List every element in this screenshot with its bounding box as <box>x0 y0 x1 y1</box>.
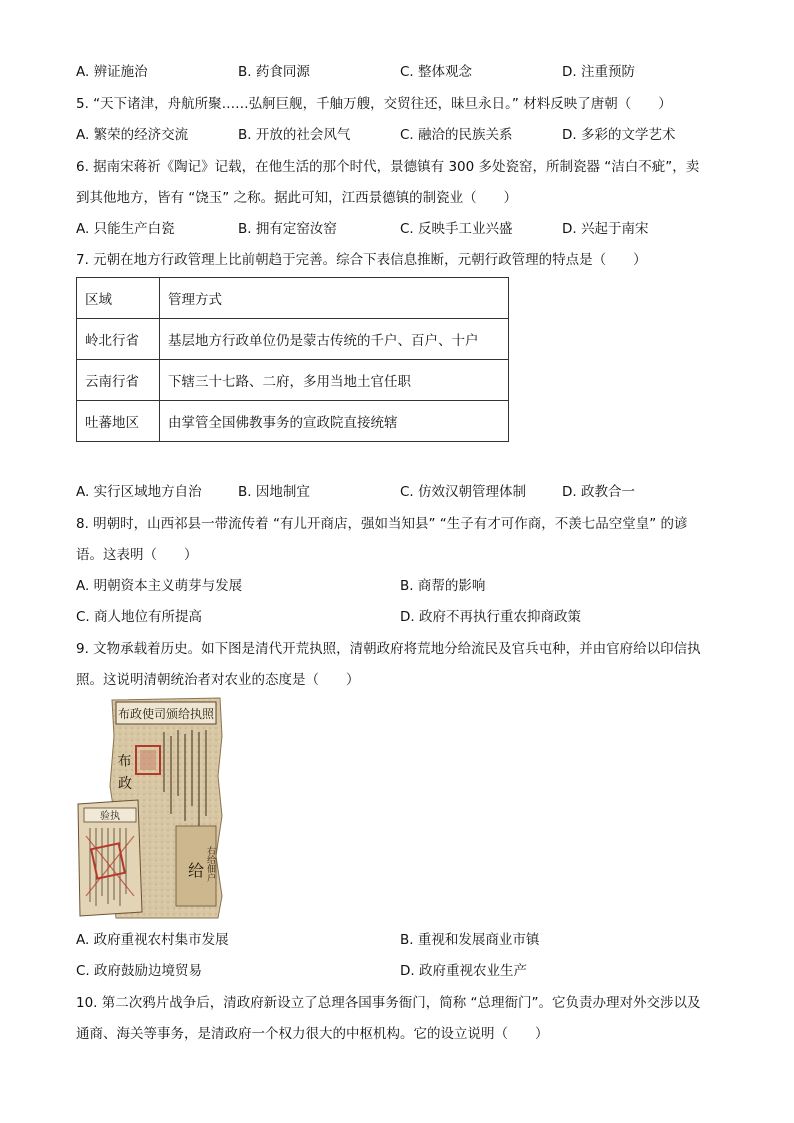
q6-stem-line-1: 6. 据南宋蒋祈《陶记》记载，在他生活的那个时代，景德镇有 300 多处瓷窑，所制瓷器 “洁白不疵”，卖 <box>76 159 700 175</box>
q9-stem-line-2: 照。这说明清朝统治者对农业的态度是（ ） <box>76 672 360 688</box>
table-row <box>77 319 509 360</box>
table-cell: 基层地方行政单位仍是蒙古传统的千户、百户、十户 <box>160 319 509 360</box>
q9-stem-line-1: 9. 文物承载着历史。如下图是清代开荒执照，清朝政府将荒地分给流民及官兵屯种，并由官府给以印信执 <box>76 641 701 657</box>
q9-option-b[interactable]: B. 重视和发展商业市镇 <box>400 932 540 948</box>
table-header-cell: 管理方式 <box>160 278 509 319</box>
q8-option-c[interactable]: C. 商人地位有所提高 <box>76 609 203 625</box>
q4-option-a[interactable]: A. 辨证施治 <box>76 64 148 80</box>
table-cell: 岭北行省 <box>77 319 160 360</box>
q6-option-b[interactable]: B. 拥有定窑汝窑 <box>238 221 337 237</box>
svg-text:政: 政 <box>118 776 132 792</box>
q7-stem: 7. 元朝在地方行政管理上比前朝趋于完善。综合下表信息推断，元朝行政管理的特点是（ ） <box>76 252 647 268</box>
q8-option-d[interactable]: D. 政府不再执行重农抑商政策 <box>400 609 581 625</box>
q4-options <box>76 62 716 82</box>
q5-option-c[interactable]: C. 融洽的民族关系 <box>400 127 513 143</box>
table-header-cell: 区域 <box>77 278 160 319</box>
table-cell: 吐蕃地区 <box>77 401 160 442</box>
q5-stem: 5. “天下诸津，舟航所聚……弘舸巨舰，千舳万艘，交贸往还，昧旦永日。” 材料反映了唐朝（ ） <box>76 96 672 112</box>
svg-text:布: 布 <box>117 753 133 770</box>
license-slip-title: 验执 <box>100 811 120 822</box>
q9-option-d[interactable]: D. 政府重视农业生产 <box>400 963 527 979</box>
table-cell: 由掌管全国佛教事务的宣政院直接统辖 <box>160 401 509 442</box>
q7-options <box>76 482 716 502</box>
table-cell: 下辖三十七路、二府，多用当地土官任职 <box>160 360 509 401</box>
q7-region-table <box>76 277 509 442</box>
q10-stem-line-1: 10. 第二次鸦片战争后，清政府新设立了总理各国事务衙门，简称 “总理衙门”。它负责办理对外交涉以及 <box>76 995 701 1011</box>
q7-option-a[interactable]: A. 实行区域地方自治 <box>76 484 202 500</box>
license-banner-text: 布政使司颁给执照 <box>117 707 215 721</box>
q9-option-a[interactable]: A. 政府重视农村集市发展 <box>76 932 229 948</box>
q10-stem-line-2: 通商、海关等事务，是清政府一个权力很大的中枢机构。它的设立说明（ ） <box>76 1026 549 1042</box>
q6-options <box>76 219 716 239</box>
q8-option-a[interactable]: A. 明朝资本主义萌芽与发展 <box>76 578 243 594</box>
q6-option-c[interactable]: C. 反映手工业兴盛 <box>400 221 513 237</box>
q8-option-b[interactable]: B. 商帮的影响 <box>400 578 486 594</box>
table-cell: 云南行省 <box>77 360 160 401</box>
q8-stem-line-1: 8. 明朝时，山西祁县一带流传着 “有儿开商店，强如当知县” “生子有才可作商，不羡七品空堂皇” 的谚 <box>76 516 688 532</box>
q9-options-row-2 <box>76 961 716 981</box>
q8-stem-line-2: 语。这表明（ ） <box>76 547 198 563</box>
q9-option-c[interactable]: C. 政府鼓励边境贸易 <box>76 963 203 979</box>
table-row <box>77 401 509 442</box>
q7-option-d[interactable]: D. 政教合一 <box>562 484 635 500</box>
q4-option-d[interactable]: D. 注重预防 <box>562 64 635 80</box>
q4-option-b[interactable]: B. 药食同源 <box>238 64 310 80</box>
table-row <box>77 360 509 401</box>
q6-option-a[interactable]: A. 只能生产白瓷 <box>76 221 175 237</box>
q5-option-b[interactable]: B. 开放的社会风气 <box>238 127 351 143</box>
q8-options-row-1 <box>76 576 716 596</box>
q5-option-d[interactable]: D. 多彩的文学艺术 <box>562 127 676 143</box>
license-side-text: 右给佃户 <box>205 846 215 882</box>
q6-option-d[interactable]: D. 兴起于南宋 <box>562 221 649 237</box>
license-stamp-char: 给 <box>187 861 205 880</box>
q9-options-row-1 <box>76 930 716 950</box>
q5-option-a[interactable]: A. 繁荣的经济交流 <box>76 127 189 143</box>
q7-option-c[interactable]: C. 仿效汉朝管理体制 <box>400 484 527 500</box>
q7-option-b[interactable]: B. 因地制宜 <box>238 484 310 500</box>
q4-option-c[interactable]: C. 整体观念 <box>400 64 473 80</box>
qing-land-reclamation-license-photo <box>76 696 224 920</box>
q5-options <box>76 125 716 145</box>
q6-stem-line-2: 到其他地方，皆有 “饶玉” 之称。据此可知，江西景德镇的制瓷业（ ） <box>76 190 518 206</box>
q8-options-row-2 <box>76 607 716 627</box>
table-header-row <box>77 278 509 319</box>
